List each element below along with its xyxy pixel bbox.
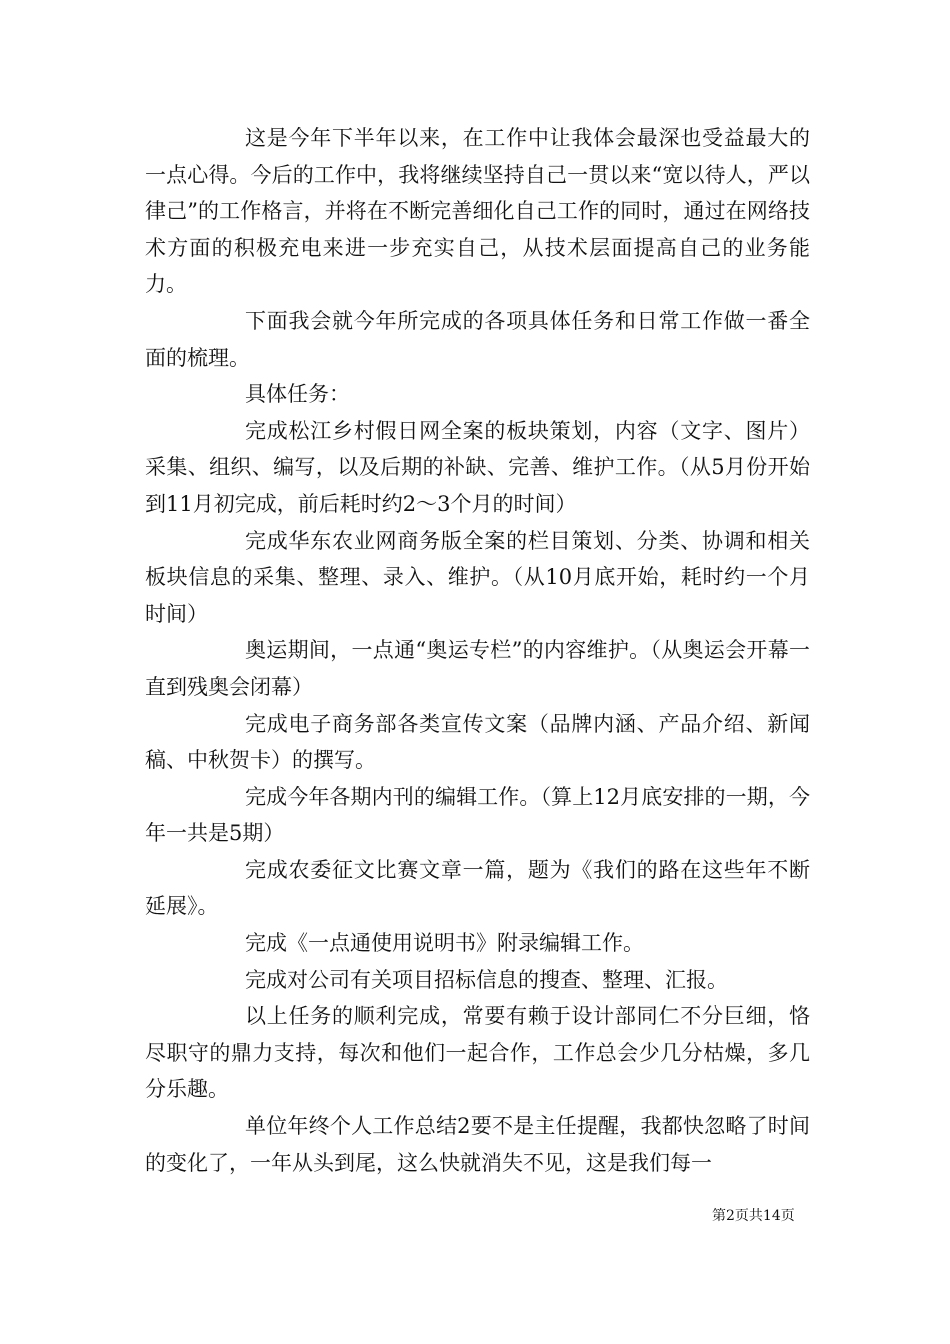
paragraph-summary-intro: 下面我会就今年所完成的各项具体任务和日常工作做一番全面的梳理。 xyxy=(145,308,810,370)
paragraph-intro-reflection: 这是今年下半年以来，在工作中让我体会最深也受益最大的一点心得。今后的工作中，我将继续坚持自己一贯以来“宽以待人，严以律己”的工作格言，并将在不断完善细化自己工作的同时，通过在网络技术方面的积极充电来进一步充实自己，从技术层面提高自己的业务能力。 xyxy=(145,126,810,297)
paragraph-task-songjiang: 完成松江乡村假日网全案的板块策划，内容（文字、图片）采集、组织、编写，以及后期的补缺、完善、维护工作。（从5月份开始到11月初完成，前后耗时约2～3个月的时间） xyxy=(145,418,810,516)
paragraph-task-huadong: 完成华东农业网商务版全案的栏目策划、分类、协调和相关板块信息的采集、整理、录入、维护。（从10月底开始，耗时约一个月时间） xyxy=(145,528,810,626)
paragraph-task-manual: 完成《一点通使用说明书》附录编辑工作。 xyxy=(245,931,644,956)
paragraph-tasks-heading: 具体任务： xyxy=(245,382,350,407)
paragraph-task-internal-journal: 完成今年各期内刊的编辑工作。（算上12月底安排的一期，今年一共是5期） xyxy=(145,784,810,846)
paragraph-next-summary: 单位年终个人工作总结2要不是主任提醒，我都快忽略了时间的变化了，一年从头到尾，这么快就消失不见，这是我们每一 xyxy=(145,1114,810,1175)
page-number: 第2页共14页 xyxy=(712,1208,795,1224)
paragraph-acknowledgement: 以上任务的顺利完成，常要有赖于设计部同仁不分巨细，恪尽职守的鼎力支持，每次和他们一起合作，工作总会少几分枯燥，多几分乐趣。 xyxy=(145,1004,810,1102)
paragraph-task-bidding: 完成对公司有关项目招标信息的搜查、整理、汇报。 xyxy=(245,967,728,992)
document-body xyxy=(145,120,810,1181)
paragraph-task-copywriting: 完成电子商务部各类宣传文案（品牌内涵、产品介绍、新闻稿、中秋贺卡）的撰写。 xyxy=(145,711,810,773)
paragraph-task-olympics: 奥运期间，一点通“奥运专栏”的内容维护。（从奥运会开幕一直到残奥会闭幕） xyxy=(145,638,810,699)
paragraph-task-essay: 完成农委征文比赛文章一篇，题为《我们的路在这些年不断延展》。 xyxy=(145,857,810,919)
